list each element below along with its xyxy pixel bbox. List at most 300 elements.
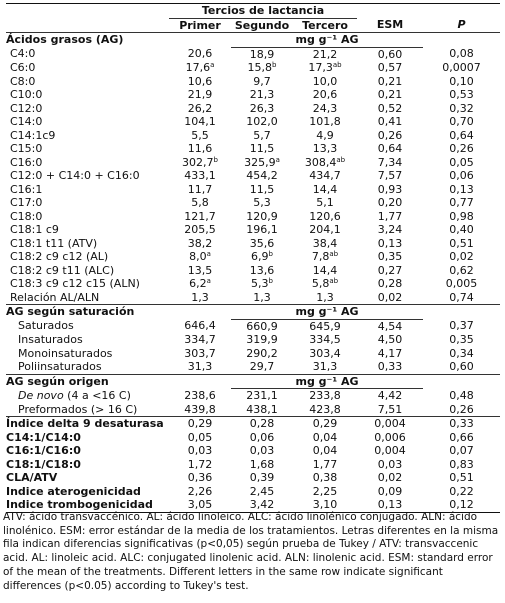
value-cell: [231, 319, 293, 333]
value-text: 120,6: [309, 209, 341, 223]
value-cell: [231, 156, 293, 170]
value-text: 4,42: [377, 389, 403, 402]
table-row: [6, 250, 500, 264]
value-text: 14,4: [312, 182, 338, 196]
value-text: 20,6: [187, 47, 213, 61]
value-text: 302,7: [182, 155, 214, 169]
value-text: 0,005: [445, 277, 478, 290]
header-blank-cell: [6, 4, 169, 19]
value-text: 29,7: [249, 360, 275, 373]
value-text: 0,26: [377, 128, 403, 142]
table-row: [6, 183, 500, 197]
value-cell: [423, 333, 500, 347]
value-cell: [423, 347, 500, 361]
value-cell: [293, 333, 357, 347]
table-footnote: ATV: ácido transvaccénico. AL: ácido linoleico. ALC: ácido linolénico conjugado. ALN: ácido linolénico. ESM: error estándar de la media de los tratamientos. Letras diferentes en la misma fila indican diferencias significativas (p<0,05) según prueba de Tukey / ATV: transvaccenic acid. AL: linoleic acid. ALC: conjugated linolenic acid. ALN: linolenic acid. ESM: standard error of the mean of the treatments. Different letters in the same row indicate significant differences (p<0.05) according to Tukey's test.: [3, 511, 499, 592]
value-text: 3,24: [377, 223, 403, 236]
value-cell: 2,45: [249, 484, 275, 498]
value-cell: [231, 223, 293, 237]
value-cell: [423, 210, 500, 224]
table-row: [6, 47, 500, 61]
value-text: 0,64: [449, 128, 474, 142]
value-text: 233,8: [309, 389, 341, 402]
value-text: 26,3: [249, 101, 275, 115]
row-label: Monoinsaturados: [18, 346, 113, 360]
value-cell: 0,38: [312, 471, 338, 484]
value-text: 7,34: [377, 155, 403, 169]
value-text: 0,13: [449, 182, 474, 196]
significance-letter: b: [272, 61, 277, 69]
value-text: 1,3: [191, 290, 209, 304]
value-cell: [231, 75, 293, 89]
value-text: 5,8: [191, 196, 209, 209]
value-cell: [357, 223, 423, 237]
row-label: C18:2 c9 c12 (AL): [10, 250, 109, 263]
value-cell: [423, 196, 500, 210]
value-text: 0,13: [377, 236, 403, 250]
value-text: 660,9: [246, 319, 278, 333]
value-text: 434,7: [309, 169, 341, 182]
value-text: 5,7: [253, 128, 271, 142]
section-title: AG según saturación: [6, 305, 169, 320]
value-text: 18,9: [249, 47, 275, 61]
value-cell: [293, 75, 357, 89]
value-cell: [423, 403, 500, 417]
value-cell: [357, 210, 423, 224]
value-cell: [293, 210, 357, 224]
value-cell: 0,29: [293, 417, 357, 431]
index-row: [6, 431, 500, 445]
value-text: 7,51: [377, 402, 403, 416]
value-text: 290,2: [246, 346, 278, 360]
fatty-acid-table: [6, 3, 500, 513]
value-cell: [357, 333, 423, 347]
row-label: C14:0: [10, 115, 43, 128]
value-cell: [357, 115, 423, 129]
value-text: 0,52: [377, 101, 403, 115]
significance-letter: ab: [332, 61, 342, 69]
value-text: 0,98: [449, 209, 474, 223]
value-cell: 0,33: [423, 417, 500, 431]
value-text: 15,8: [247, 61, 273, 74]
section-title: Ácidos grasos (AG): [6, 33, 169, 48]
value-cell: [231, 277, 293, 291]
value-text: 433,1: [184, 169, 216, 182]
table-row: [6, 347, 500, 361]
value-cell: [231, 291, 293, 305]
value-text: 26,2: [187, 101, 213, 115]
row-label: C10:0: [10, 88, 43, 101]
value-cell: [231, 389, 293, 403]
row-label: C12:0: [10, 101, 43, 115]
value-cell: [357, 88, 423, 102]
value-text: 101,8: [309, 115, 341, 128]
value-cell: [169, 250, 231, 264]
index-row: [6, 485, 500, 499]
value-cell: [293, 183, 357, 197]
value-cell: [293, 347, 357, 361]
value-cell: 1,68: [249, 457, 275, 471]
value-cell: [169, 291, 231, 305]
value-text: 334,5: [309, 333, 341, 346]
significance-letter: ab: [329, 250, 339, 258]
value-cell: 0,12: [423, 498, 500, 512]
value-text: 0,32: [449, 101, 474, 115]
value-cell: [169, 129, 231, 143]
section-title: AG según origen: [6, 374, 169, 389]
value-text: 4,50: [377, 333, 403, 346]
value-cell: [423, 169, 500, 183]
value-cell: [231, 347, 293, 361]
section-header-row: [6, 305, 500, 320]
value-text: 0,77: [449, 196, 474, 209]
value-cell: [293, 156, 357, 170]
value-cell: 1,72: [187, 457, 213, 471]
header-columns-row: [6, 18, 500, 33]
row-label: C6:0: [10, 61, 36, 74]
value-cell: [357, 250, 423, 264]
value-cell: [293, 115, 357, 129]
column-header-4: ESM: [376, 18, 404, 32]
value-text: 196,1: [246, 223, 278, 236]
value-cell: [423, 88, 500, 102]
significance-letter: a: [206, 250, 211, 258]
value-text: 1,77: [377, 209, 403, 223]
column-header-1: Primer: [179, 18, 221, 32]
value-cell: [357, 169, 423, 183]
value-cell: [231, 47, 293, 61]
value-text: 1,3: [253, 290, 271, 304]
value-cell: [169, 88, 231, 102]
row-label: C8:0: [10, 74, 36, 88]
index-row: [6, 458, 500, 472]
section-unit: mg g⁻¹ AG: [231, 33, 423, 48]
value-cell: [169, 115, 231, 129]
value-cell: [231, 61, 293, 75]
table-row: [6, 360, 500, 374]
value-text: 0,21: [377, 88, 403, 101]
value-cell: [169, 277, 231, 291]
section-gap-cell: [169, 33, 231, 48]
value-text: 4,17: [377, 346, 403, 360]
value-cell: [169, 61, 231, 75]
value-text: 0,28: [377, 277, 403, 290]
value-cell: 0,39: [249, 471, 275, 484]
value-text: 31,3: [312, 360, 338, 373]
value-cell: [423, 237, 500, 251]
value-cell: [231, 142, 293, 156]
value-cell: 3,05: [169, 498, 231, 512]
value-text: 438,1: [246, 402, 278, 416]
value-text: 0,02: [377, 290, 403, 304]
significance-letter: b: [268, 250, 273, 258]
value-text: 454,2: [246, 169, 278, 182]
value-cell: [357, 75, 423, 89]
value-cell: [357, 389, 423, 403]
section-header-row: [6, 33, 500, 48]
value-cell: [293, 142, 357, 156]
row-label: Insaturados: [18, 333, 83, 346]
value-cell: [169, 389, 231, 403]
value-cell: [169, 156, 231, 170]
value-cell: [293, 196, 357, 210]
value-text: 204,1: [309, 223, 341, 236]
index-label: Indice aterogenicidad: [6, 484, 141, 498]
value-text: 0,53: [449, 88, 474, 101]
value-cell: [231, 403, 293, 417]
value-text: 0,48: [449, 388, 474, 402]
value-text: 120,9: [246, 209, 278, 223]
header-group-row: [6, 4, 500, 19]
value-text: 325,9: [244, 155, 276, 169]
value-cell: 2,25: [312, 484, 338, 498]
value-cell: [293, 319, 357, 333]
value-text: 1,3: [316, 290, 334, 304]
section-gap-cell: [169, 305, 231, 320]
value-text: 0,35: [449, 333, 474, 346]
value-text: 0,26: [449, 402, 474, 416]
value-cell: [423, 264, 500, 278]
value-cell: 0,06: [249, 430, 275, 444]
value-cell: [357, 319, 423, 333]
row-label: C18:1 c9: [10, 223, 59, 236]
value-cell: [169, 237, 231, 251]
value-text: 319,9: [246, 333, 278, 346]
value-text: 238,6: [184, 388, 216, 402]
value-text: 13,6: [249, 263, 275, 277]
value-text: 439,8: [184, 402, 216, 416]
value-text: 9,7: [253, 74, 271, 88]
value-text: 31,3: [187, 360, 213, 373]
value-cell: [231, 88, 293, 102]
row-label-italic: De novo: [18, 388, 64, 402]
value-cell: [357, 237, 423, 251]
table-row: [6, 156, 500, 170]
value-text: 0,06: [449, 169, 474, 182]
value-cell: [423, 183, 500, 197]
value-text: 5,8: [311, 277, 330, 290]
value-text: 8,0: [189, 250, 207, 263]
value-text: 0,02: [449, 250, 474, 263]
value-cell: [293, 389, 357, 403]
value-text: 0,60: [377, 47, 403, 61]
value-cell: [293, 169, 357, 183]
value-text: 308,4: [304, 155, 337, 169]
row-label: C4:0: [10, 47, 36, 61]
section-gap-cell: [423, 33, 500, 48]
index-label: C14:1/C14:0: [6, 430, 81, 444]
row-label: Relación AL/ALN: [10, 290, 100, 304]
value-text: 7,8: [311, 250, 330, 263]
value-text: 0,40: [449, 223, 474, 236]
row-label: C18:0: [10, 209, 43, 223]
value-text: 0,0007: [442, 61, 481, 74]
section-unit: mg g⁻¹ AG: [231, 305, 423, 320]
value-text: 38,2: [187, 236, 213, 250]
value-text: 4,9: [316, 128, 334, 142]
row-label: C17:0: [10, 196, 43, 209]
table-row: [6, 389, 500, 403]
value-cell: [357, 403, 423, 417]
value-cell: 1,77: [312, 457, 338, 471]
header-group-title: Tercios de lactancia: [169, 4, 357, 19]
value-cell: [169, 169, 231, 183]
value-cell: 2,26: [187, 484, 213, 498]
table-row: [6, 102, 500, 116]
value-cell: [169, 47, 231, 61]
row-label: [6, 389, 169, 403]
value-cell: [169, 210, 231, 224]
value-cell: [357, 102, 423, 116]
table-row: [6, 237, 500, 251]
value-cell: [293, 264, 357, 278]
value-cell: [423, 142, 500, 156]
section-header-row: [6, 374, 500, 389]
value-cell: [231, 183, 293, 197]
value-cell: [231, 237, 293, 251]
value-cell: [231, 196, 293, 210]
row-label: C16:0: [10, 155, 43, 169]
value-cell: [231, 250, 293, 264]
value-text: 13,3: [312, 142, 338, 155]
value-text: 4,54: [377, 319, 403, 333]
header-blank-cell: [357, 4, 423, 19]
value-cell: [357, 156, 423, 170]
value-text: 303,7: [184, 346, 216, 360]
value-cell: [169, 319, 231, 333]
value-cell: 0,004: [357, 417, 423, 431]
value-text: 104,1: [184, 115, 216, 128]
table-row: [6, 403, 500, 417]
value-cell: [357, 183, 423, 197]
value-cell: [293, 250, 357, 264]
value-cell: [423, 156, 500, 170]
row-label: C14:1c9: [10, 128, 56, 142]
value-text: 5,3: [253, 196, 271, 209]
value-text: 0,62: [449, 263, 474, 277]
table-row: [6, 129, 500, 143]
significance-letter: a: [210, 61, 215, 69]
row-label-rest: (4 a <16 C): [63, 388, 131, 402]
value-cell: 0,03: [377, 457, 403, 471]
value-text: 121,7: [184, 209, 216, 223]
value-cell: [357, 264, 423, 278]
value-cell: [357, 360, 423, 374]
value-cell: [169, 403, 231, 417]
row-label: C12:0 + C14:0 + C16:0: [10, 169, 140, 182]
value-cell: [169, 75, 231, 89]
value-cell: [357, 142, 423, 156]
significance-letter: ab: [336, 155, 346, 164]
value-text: 21,3: [249, 88, 275, 101]
value-cell: [293, 237, 357, 251]
index-label: C18:1/C18:0: [6, 457, 81, 471]
value-cell: [293, 360, 357, 374]
value-text: 35,6: [249, 236, 275, 250]
value-cell: [357, 347, 423, 361]
value-text: 21,9: [187, 88, 213, 101]
value-text: 0,21: [377, 74, 403, 88]
index-row: [6, 444, 500, 458]
column-header-5: P: [457, 18, 466, 32]
value-cell: [357, 291, 423, 305]
nutrition-table-wrapper: [6, 3, 500, 513]
table-row: [6, 115, 500, 129]
value-cell: 0,28: [231, 417, 293, 431]
value-cell: [293, 102, 357, 116]
value-text: 0,27: [377, 263, 403, 277]
value-cell: [293, 61, 357, 75]
value-cell: [423, 75, 500, 89]
value-cell: 0,51: [449, 471, 474, 484]
value-text: 6,2: [189, 277, 207, 290]
value-cell: [357, 277, 423, 291]
value-text: 0,05: [449, 155, 474, 169]
value-cell: [293, 88, 357, 102]
value-text: 17,3: [308, 61, 333, 74]
significance-letter: a: [275, 155, 280, 164]
value-text: 11,5: [249, 142, 275, 155]
value-text: 303,4: [309, 346, 341, 360]
index-label: Indice trombogenicidad: [6, 498, 169, 512]
value-text: 0,34: [449, 346, 474, 360]
table-row: [6, 223, 500, 237]
value-cell: 0,29: [169, 417, 231, 431]
index-label: C16:1/C16:0: [6, 444, 81, 457]
section-unit: mg g⁻¹ AG: [231, 374, 423, 389]
header-blank-cell: [423, 4, 500, 19]
significance-letter: b: [268, 277, 273, 285]
section-gap-cell: [423, 374, 500, 389]
index-row: [6, 498, 500, 512]
value-cell: [423, 291, 500, 305]
value-text: 20,6: [312, 88, 338, 101]
value-cell: 0,13: [357, 498, 423, 512]
value-text: 11,7: [187, 182, 213, 196]
table-row: [6, 61, 500, 75]
value-cell: [293, 223, 357, 237]
table-row: [6, 319, 500, 333]
significance-letter: b: [213, 155, 218, 164]
value-cell: 0,07: [449, 444, 474, 457]
value-cell: [423, 360, 500, 374]
row-label: C18:1 t11 (ATV): [10, 236, 98, 250]
value-cell: [169, 333, 231, 347]
value-text: 0,57: [377, 61, 403, 74]
table-row: [6, 210, 500, 224]
value-cell: [423, 47, 500, 61]
value-text: 0,70: [449, 115, 474, 128]
value-text: 13,5: [187, 263, 213, 277]
value-cell: 0,04: [312, 430, 338, 444]
value-cell: 3,42: [231, 498, 293, 512]
row-label: Poliinsaturados: [18, 360, 102, 373]
value-cell: [293, 277, 357, 291]
value-cell: 0,006: [374, 430, 406, 444]
value-cell: [293, 129, 357, 143]
value-text: 0,10: [449, 74, 474, 88]
value-cell: [169, 223, 231, 237]
value-cell: 0,83: [449, 457, 474, 471]
row-label: Preformados (> 16 C): [18, 402, 138, 416]
value-cell: 0,004: [374, 444, 406, 457]
value-cell: [423, 129, 500, 143]
value-text: 5,1: [316, 196, 334, 209]
row-label: C18:2 c9 t11 (ALC): [10, 263, 115, 277]
index-label: Índice delta 9 desaturasa: [6, 417, 169, 431]
value-cell: [231, 264, 293, 278]
value-text: 0,74: [449, 290, 474, 304]
